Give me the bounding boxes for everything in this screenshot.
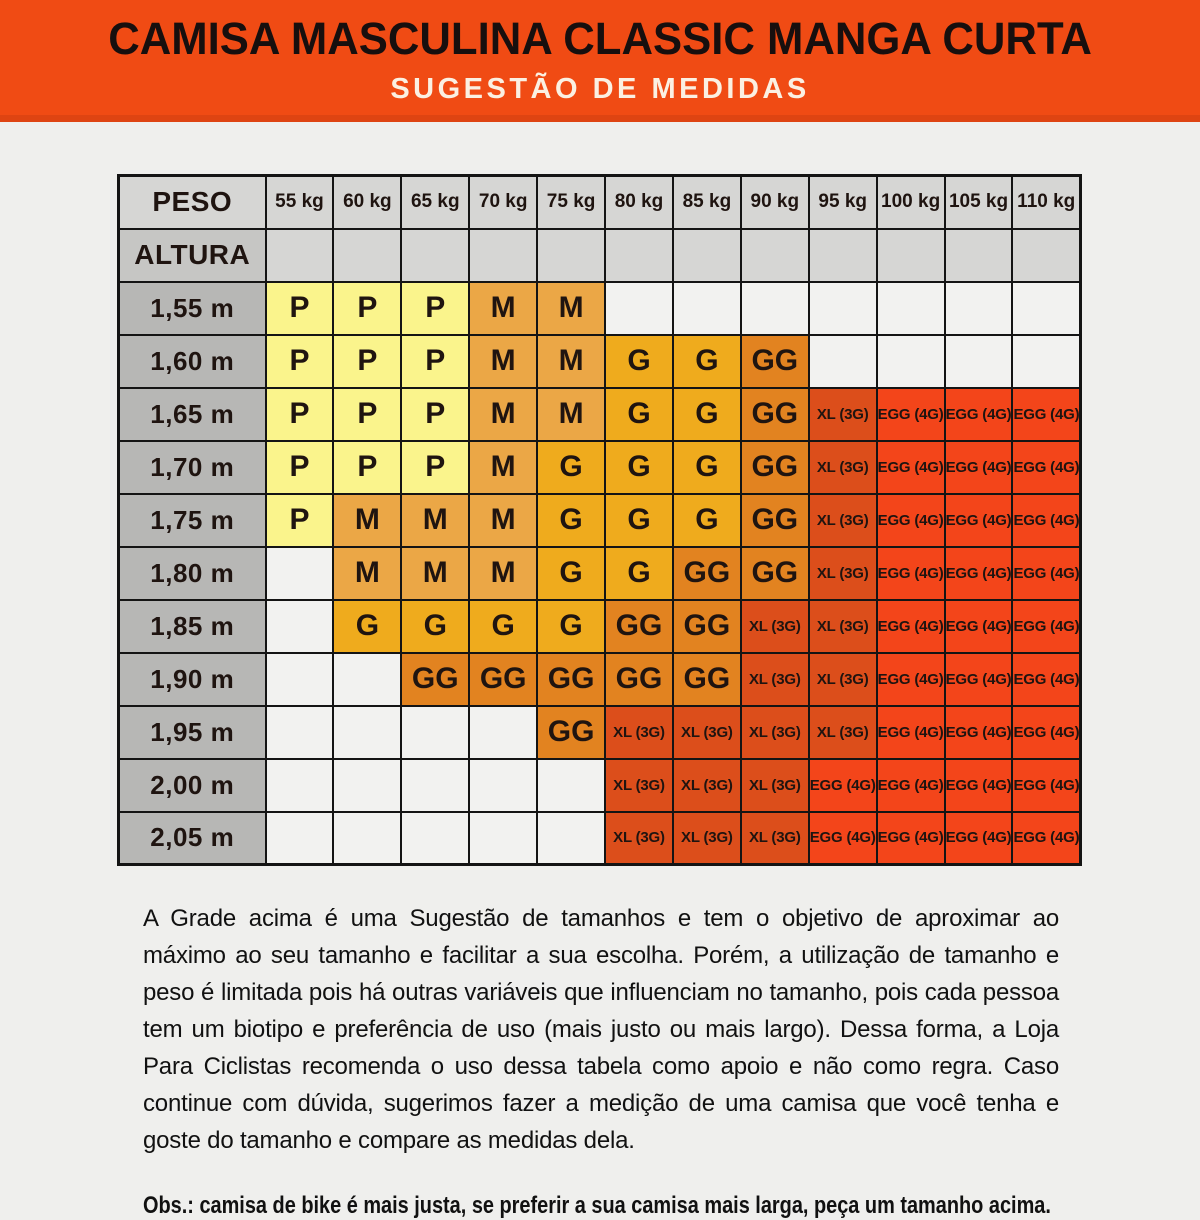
altura-row-empty-cell <box>401 229 469 282</box>
size-cell-xl: XL (3G) <box>741 706 809 759</box>
weight-header-cell: 85 kg <box>673 176 741 229</box>
empty-cell <box>605 282 673 335</box>
notes-obs: Obs.: camisa de bike é mais justa, se preferir a sua camisa mais larga, peça um tamanho acima. <box>143 1192 1051 1219</box>
empty-cell <box>469 812 537 865</box>
height-label-cell: 2,05 m <box>119 812 266 865</box>
altura-row-empty-cell <box>877 229 945 282</box>
size-cell-gg: GG <box>469 653 537 706</box>
size-cell-egg: EGG (4G) <box>877 441 945 494</box>
size-cell-g: G <box>605 335 673 388</box>
weights-header-row <box>119 176 1081 229</box>
size-chart-table <box>117 174 1082 866</box>
size-cell-m: M <box>469 441 537 494</box>
weight-header-cell: 60 kg <box>333 176 401 229</box>
weight-header-cell: 80 kg <box>605 176 673 229</box>
size-cell-g: G <box>605 547 673 600</box>
size-cell-g: G <box>537 600 605 653</box>
size-cell-m: M <box>469 547 537 600</box>
size-cell-p: P <box>333 282 401 335</box>
size-cell-gg: GG <box>537 706 605 759</box>
weight-header-cell: 95 kg <box>809 176 877 229</box>
size-cell-egg: EGG (4G) <box>1012 706 1080 759</box>
size-cell-gg: GG <box>605 653 673 706</box>
weight-header-cell: 105 kg <box>945 176 1013 229</box>
altura-row-empty-cell <box>741 229 809 282</box>
size-cell-egg: EGG (4G) <box>945 706 1013 759</box>
size-cell-g: G <box>605 494 673 547</box>
size-cell-egg: EGG (4G) <box>945 759 1013 812</box>
size-cell-p: P <box>401 282 469 335</box>
size-cell-xl: XL (3G) <box>809 706 877 759</box>
height-label-cell: 1,90 m <box>119 653 266 706</box>
empty-cell <box>266 547 334 600</box>
altura-row-empty-cell <box>469 229 537 282</box>
altura-header-cell: ALTURA <box>119 229 266 282</box>
size-cell-gg: GG <box>741 494 809 547</box>
empty-cell <box>945 282 1013 335</box>
size-cell-gg: GG <box>673 653 741 706</box>
size-cell-g: G <box>537 547 605 600</box>
size-cell-egg: EGG (4G) <box>945 441 1013 494</box>
empty-cell <box>537 812 605 865</box>
size-cell-gg: GG <box>537 653 605 706</box>
size-cell-egg: EGG (4G) <box>877 600 945 653</box>
empty-cell <box>877 335 945 388</box>
size-chart-wrapper <box>117 174 1200 866</box>
size-cell-xl: XL (3G) <box>809 600 877 653</box>
height-label-cell: 1,80 m <box>119 547 266 600</box>
size-cell-egg: EGG (4G) <box>945 653 1013 706</box>
weight-header-cell: 90 kg <box>741 176 809 229</box>
size-cell-p: P <box>401 335 469 388</box>
empty-cell <box>741 282 809 335</box>
height-row <box>119 759 1081 812</box>
empty-cell <box>809 335 877 388</box>
size-cell-egg: EGG (4G) <box>877 759 945 812</box>
size-cell-g: G <box>333 600 401 653</box>
size-cell-egg: EGG (4G) <box>877 812 945 865</box>
size-cell-p: P <box>266 388 334 441</box>
empty-cell <box>266 600 334 653</box>
size-cell-m: M <box>469 282 537 335</box>
size-cell-g: G <box>673 388 741 441</box>
size-cell-xl: XL (3G) <box>809 388 877 441</box>
weight-header-cell: 65 kg <box>401 176 469 229</box>
size-cell-gg: GG <box>741 547 809 600</box>
size-cell-egg: EGG (4G) <box>945 547 1013 600</box>
size-cell-m: M <box>333 547 401 600</box>
empty-cell <box>333 812 401 865</box>
altura-row-empty-cell <box>266 229 334 282</box>
height-row <box>119 388 1081 441</box>
size-cell-g: G <box>605 441 673 494</box>
size-cell-xl: XL (3G) <box>673 759 741 812</box>
altura-row-empty-cell <box>673 229 741 282</box>
size-cell-egg: EGG (4G) <box>877 706 945 759</box>
size-cell-egg: EGG (4G) <box>877 494 945 547</box>
size-cell-p: P <box>401 388 469 441</box>
size-cell-egg: EGG (4G) <box>1012 441 1080 494</box>
size-cell-egg: EGG (4G) <box>1012 600 1080 653</box>
empty-cell <box>333 759 401 812</box>
size-cell-m: M <box>537 335 605 388</box>
height-row <box>119 547 1081 600</box>
size-cell-p: P <box>266 441 334 494</box>
height-row <box>119 282 1081 335</box>
height-row <box>119 335 1081 388</box>
size-cell-egg: EGG (4G) <box>945 812 1013 865</box>
size-cell-p: P <box>266 282 334 335</box>
size-cell-g: G <box>401 600 469 653</box>
size-cell-m: M <box>401 547 469 600</box>
size-cell-egg: EGG (4G) <box>1012 494 1080 547</box>
size-cell-gg: GG <box>605 600 673 653</box>
height-label-cell: 1,70 m <box>119 441 266 494</box>
altura-row-empty-cell <box>537 229 605 282</box>
weight-header-cell: 75 kg <box>537 176 605 229</box>
empty-cell <box>333 653 401 706</box>
altura-row-empty-cell <box>605 229 673 282</box>
size-cell-xl: XL (3G) <box>673 706 741 759</box>
empty-cell <box>333 706 401 759</box>
size-cell-xl: XL (3G) <box>809 441 877 494</box>
size-cell-xl: XL (3G) <box>605 759 673 812</box>
size-cell-p: P <box>333 441 401 494</box>
size-cell-egg: EGG (4G) <box>1012 547 1080 600</box>
empty-cell <box>673 282 741 335</box>
size-cell-g: G <box>673 441 741 494</box>
altura-row-empty-cell <box>809 229 877 282</box>
size-cell-p: P <box>266 335 334 388</box>
altura-row-empty-cell <box>945 229 1013 282</box>
empty-cell <box>266 653 334 706</box>
size-cell-xl: XL (3G) <box>605 812 673 865</box>
size-cell-xl: XL (3G) <box>741 600 809 653</box>
size-cell-p: P <box>266 494 334 547</box>
altura-header-row <box>119 229 1081 282</box>
weight-header-cell: 55 kg <box>266 176 334 229</box>
notes-paragraph: A Grade acima é uma Sugestão de tamanhos e tem o objetivo de aproximar ao máximo ao seu tamanho e facilitar a sua escolha. Porém, a utilização de tamanho e peso é limitada pois há outras variáveis que influenciam no tamanho, pois cada pessoa tem um biotipo e preferência de uso (mais justo ou mais largo). Dessa forma, a Loja Para Ciclistas recomenda o uso dessa tabela como apoio e não como regra. Caso continue com dúvida, sugerimos fazer a medição de uma camisa que você tenha e goste do tamanho e compare as medidas dela. <box>143 905 1059 1154</box>
size-cell-p: P <box>333 335 401 388</box>
size-cell-xl: XL (3G) <box>673 812 741 865</box>
size-cell-egg: EGG (4G) <box>1012 759 1080 812</box>
weight-header-cell: 110 kg <box>1012 176 1080 229</box>
height-row <box>119 600 1081 653</box>
size-cell-g: G <box>605 388 673 441</box>
peso-header-cell: PESO <box>119 176 266 229</box>
size-cell-xl: XL (3G) <box>809 494 877 547</box>
empty-cell <box>266 759 334 812</box>
size-cell-m: M <box>537 388 605 441</box>
size-cell-egg: EGG (4G) <box>945 388 1013 441</box>
size-cell-p: P <box>333 388 401 441</box>
weight-header-cell: 70 kg <box>469 176 537 229</box>
size-cell-xl: XL (3G) <box>605 706 673 759</box>
size-cell-egg: EGG (4G) <box>877 388 945 441</box>
height-label-cell: 1,95 m <box>119 706 266 759</box>
size-cell-egg: EGG (4G) <box>809 812 877 865</box>
size-cell-egg: EGG (4G) <box>1012 812 1080 865</box>
header-banner <box>0 0 1200 122</box>
size-cell-gg: GG <box>741 388 809 441</box>
size-cell-egg: EGG (4G) <box>877 653 945 706</box>
height-label-cell: 1,55 m <box>119 282 266 335</box>
size-cell-g: G <box>469 600 537 653</box>
empty-cell <box>469 706 537 759</box>
size-cell-m: M <box>537 282 605 335</box>
size-cell-m: M <box>333 494 401 547</box>
size-cell-egg: EGG (4G) <box>945 600 1013 653</box>
empty-cell <box>1012 282 1080 335</box>
size-cell-gg: GG <box>741 441 809 494</box>
empty-cell <box>266 706 334 759</box>
size-cell-xl: XL (3G) <box>741 812 809 865</box>
page-title: CAMISA MASCULINA CLASSIC MANGA CURTA <box>108 13 1092 64</box>
empty-cell <box>1012 335 1080 388</box>
notes-section <box>143 900 1059 1220</box>
size-cell-xl: XL (3G) <box>809 653 877 706</box>
size-cell-g: G <box>537 441 605 494</box>
height-row <box>119 706 1081 759</box>
height-label-cell: 2,00 m <box>119 759 266 812</box>
size-cell-egg: EGG (4G) <box>1012 653 1080 706</box>
size-cell-gg: GG <box>741 335 809 388</box>
size-cell-m: M <box>469 335 537 388</box>
size-cell-g: G <box>673 494 741 547</box>
altura-row-empty-cell <box>1012 229 1080 282</box>
size-cell-gg: GG <box>673 600 741 653</box>
empty-cell <box>809 282 877 335</box>
empty-cell <box>401 759 469 812</box>
height-row <box>119 812 1081 865</box>
size-cell-egg: EGG (4G) <box>877 547 945 600</box>
size-cell-egg: EGG (4G) <box>945 494 1013 547</box>
empty-cell <box>945 335 1013 388</box>
weight-header-cell: 100 kg <box>877 176 945 229</box>
empty-cell <box>877 282 945 335</box>
height-row <box>119 441 1081 494</box>
empty-cell <box>401 706 469 759</box>
size-cell-p: P <box>401 441 469 494</box>
size-chart-body <box>119 282 1081 865</box>
height-label-cell: 1,75 m <box>119 494 266 547</box>
size-cell-g: G <box>673 335 741 388</box>
empty-cell <box>537 759 605 812</box>
size-cell-xl: XL (3G) <box>809 547 877 600</box>
size-cell-m: M <box>469 388 537 441</box>
altura-row-empty-cell <box>333 229 401 282</box>
height-row <box>119 653 1081 706</box>
empty-cell <box>266 812 334 865</box>
height-label-cell: 1,85 m <box>119 600 266 653</box>
height-label-cell: 1,60 m <box>119 335 266 388</box>
size-cell-egg: EGG (4G) <box>809 759 877 812</box>
size-cell-m: M <box>401 494 469 547</box>
height-row <box>119 494 1081 547</box>
page-subtitle: SUGESTÃO DE MEDIDAS <box>390 73 810 105</box>
size-cell-g: G <box>537 494 605 547</box>
size-cell-gg: GG <box>673 547 741 600</box>
height-label-cell: 1,65 m <box>119 388 266 441</box>
size-cell-xl: XL (3G) <box>741 653 809 706</box>
size-cell-egg: EGG (4G) <box>1012 388 1080 441</box>
size-cell-xl: XL (3G) <box>741 759 809 812</box>
size-cell-m: M <box>469 494 537 547</box>
size-cell-gg: GG <box>401 653 469 706</box>
empty-cell <box>469 759 537 812</box>
empty-cell <box>401 812 469 865</box>
